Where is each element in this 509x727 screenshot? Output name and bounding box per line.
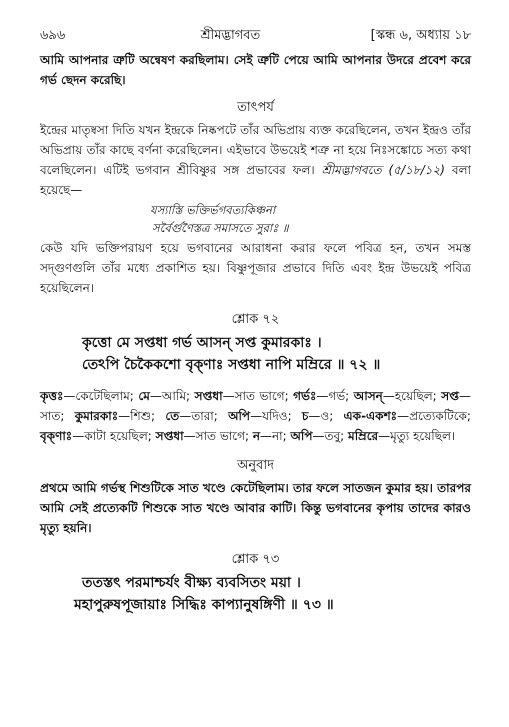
synonym-meaning: সাত; (40, 409, 75, 423)
synonym-word: গর্ভঃ (293, 389, 317, 403)
page-header (40, 26, 471, 44)
synonym-meaning: শিশু; (130, 409, 166, 423)
purport-paragraph-1-text: ইন্দ্রের মাতৃষ্বসা দিতি যখন ইন্দ্রকে নিষ্কপটে তাঁর অভিপ্রায় ব্যক্ত করেছিলেন, তখন ইন্দ্রও তাঁর অভিপ্রায় তাঁর কাছে বর্ণনা করেছিলেন। এইভাবে উভয়েই শত্রু না হয়ে নিঃসঙ্কোচে সত্য কথা বলেছিলেন। এটিই ভগবান শ্রীবিষ্ণুর সঙ্গ প্রভাবের ফল। (40, 123, 471, 177)
synonym-meaning: কেটেছিলাম; (75, 389, 139, 403)
synonym-meaning: হয়েছিল; (394, 389, 442, 403)
purport-reference: শ্রীমদ্ভাগবতে (৫/১৮/১২) (321, 163, 445, 177)
synonym-meaning: যদিও; (262, 409, 302, 423)
synonym-meaning: গর্ভ; (328, 389, 354, 403)
synonym-word: সপ্তধা (194, 389, 223, 403)
purport-quote-line-1: যস্যাস্তি ভক্তির্ভগবত্যকিঞ্চনা (150, 203, 276, 217)
synonym-word: কুমারকাঃ (74, 409, 119, 423)
purport-quote-line-2: সর্বৈর্গুণৈস্তত্র সমাসতে সুরাঃ ॥ (152, 221, 289, 235)
synonym-word: আসন্ (353, 389, 383, 403)
purport-paragraph-1-tail: বলা হয়েছে— (40, 163, 471, 197)
synonym-word: সপ্তধা (155, 429, 184, 443)
synonym-word: চ (301, 409, 309, 423)
purport-paragraph-1 (40, 120, 471, 200)
purport-quote (40, 201, 471, 237)
synonym-word: অপি (228, 409, 251, 423)
synonym-word: মে (138, 389, 150, 403)
sloka-72-synonyms: কৃত্তঃ—কেটেছিলাম; মে—আমি; সপ্তধা—সাত ভাগে; গর্ভঃ—গর্ভ; আসন্—হয়েছিল; সপ্ত—সাত; কুমারকাঃ—শিশু; তে—তারা; অপি—যদিও; চ—ও; এক-একশঃ—প্রত্যেকটিকে; বৃক্ণাঃ—কাটা হয়েছিল; সপ্তধা—সাত ভাগে; ন—না; অপি—তবু; মম্রিরে—মৃত্যু হয়েছিল। (40, 389, 471, 443)
translation-text: প্রথমে আমি গর্ভস্থ শিশুটিকে সাত খণ্ডে কেটেছিলাম। তার ফলে সাতজন কুমার হয়। তারপর আমি সেই প্রত্যেকটি শিশুকে সাত খণ্ডে আবার কাটি। কিন্তু ভগবানের কৃপায় তাদের কারও মৃত্যু হয়নি। (40, 481, 471, 535)
synonym-meaning: আমি; (161, 389, 195, 403)
synonym-word: তে (165, 409, 180, 423)
sloka-73-line-1: ততস্তৎ পরমাশ্চর্যং বীক্ষ্য ব্যবসিতং ময়া । (82, 575, 301, 591)
page-number: ৬৯৬ (40, 28, 66, 43)
intro-text: আমি আপনার ত্রুটি অন্বেষণ করছিলাম। সেই ত্রুটি পেয়ে আমি আপনার উদরে প্রবেশ করে গর্ভ ছেদন করেছি। (40, 53, 471, 87)
synonym-meaning: কাটা হয়েছিল; (84, 429, 156, 443)
purport-paragraph-2: কেউ যদি ভক্তিপরায়ণ হয়ে ভগবানের আরাধনা করার ফলে পবিত্র হন, তখন সমস্ত সদ্গুণগুলি তাঁর মধ্যে প্রকাশিত হয়। বিষ্ণুপূজার প্রভাবে দিতি এবং ইন্দ্র উভয়েই পবিত্র হয়েছিলেন। (40, 241, 471, 295)
section-label: [স্কন্ধ ৬, অধ্যায় ১৮ (370, 28, 471, 43)
synonym-word: কৃত্তঃ (40, 389, 64, 403)
synonym-meaning: প্রত্যেকটিকে; (409, 409, 471, 423)
sloka-73-heading: শ্লোক ৭৩ (231, 552, 280, 567)
translation-heading: অনুবাদ (237, 458, 274, 473)
sloka-72-heading: শ্লোক ৭২ (231, 312, 280, 327)
book-title: শ্রীমদ্ভাগবত (200, 28, 261, 43)
synonym-word: বৃক্ণাঃ (40, 429, 73, 443)
sloka-72-line-2: তেঽপি চৈকৈকশো বৃক্ণাঃ সপ্তধা নাপি মম্রিরে ॥ ৭২ ॥ (82, 357, 381, 373)
synonym-meaning: সাত ভাগে; (234, 389, 294, 403)
synonym-meaning: তারা; (191, 409, 229, 423)
purport-heading: তাৎপর্য (237, 100, 274, 115)
synonym-word: মম্রিরে (348, 429, 379, 443)
synonym-meaning: তবু; (324, 429, 349, 443)
sloka-73-line-2: মহাপুরুষপূজায়াঃ সিদ্ধিঃ কাপ্যানুষঙ্গিণী ॥ ৭৩ ॥ (74, 597, 334, 613)
synonym-word: অপি (290, 429, 313, 443)
synonym-meaning: না; (272, 429, 291, 443)
synonym-meaning: মৃত্যু হয়েছিল। (390, 429, 456, 443)
synonym-meaning: সাত ভাগে; (195, 429, 253, 443)
synonym-meaning: ও; (320, 409, 344, 423)
synonym-word: ন (252, 429, 261, 443)
synonym-word: এক-একশঃ (343, 409, 398, 423)
sloka-72-verse (40, 332, 471, 376)
sloka-73-verse (40, 572, 471, 616)
sloka-72-line-1: কৃত্তো মে সপ্তধা গর্ভ আসন্ সপ্ত কুমারকাঃ । (82, 335, 322, 351)
synonym-word: সপ্ত (441, 389, 459, 403)
